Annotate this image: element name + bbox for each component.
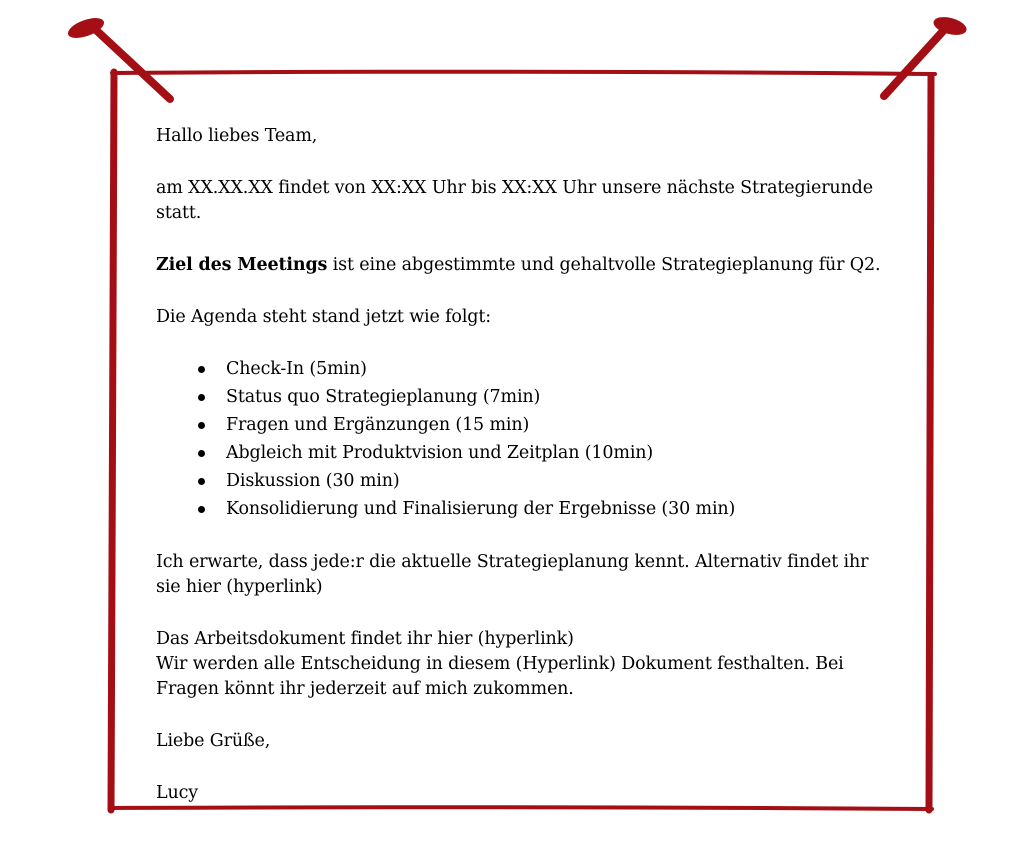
left-pushpin-icon bbox=[65, 14, 170, 99]
bullet-icon bbox=[198, 366, 205, 373]
greeting: Hallo liebes Team, bbox=[156, 126, 318, 146]
agenda-item-text: Konsolidierung und Finalisierung der Ergebnisse (30 min) bbox=[226, 499, 736, 519]
agenda-item-text: Diskussion (30 min) bbox=[226, 471, 400, 491]
agenda-item bbox=[156, 383, 896, 411]
agenda-item bbox=[156, 495, 896, 523]
agenda-list bbox=[156, 355, 896, 523]
agenda-item-text: Fragen und Ergänzungen (15 min) bbox=[226, 415, 530, 435]
agenda-item bbox=[156, 439, 896, 467]
bullet-icon bbox=[198, 478, 205, 485]
workdoc-paragraph bbox=[156, 627, 896, 702]
bullet-icon bbox=[198, 450, 205, 457]
bullet-icon bbox=[198, 506, 205, 513]
goal-label: Ziel des Meetings bbox=[156, 255, 328, 275]
bullet-icon bbox=[198, 422, 205, 429]
signature: Lucy bbox=[156, 783, 198, 803]
goal-text: ist eine abgestimmte und gehaltvolle Strategieplanung für Q2. bbox=[327, 255, 881, 275]
expectation-paragraph: Ich erwarte, dass jede:r die aktuelle Strategieplanung kennt. Alternativ findet ihr sie hier (hyperlink) bbox=[156, 552, 869, 597]
agenda-item bbox=[156, 467, 896, 495]
agenda-item-text: Status quo Strategieplanung (7min) bbox=[226, 387, 541, 407]
workdoc-line-1: Das Arbeitsdokument findet ihr hier (hyperlink) bbox=[156, 629, 574, 649]
right-pushpin-icon bbox=[884, 14, 968, 96]
agenda-intro: Die Agenda steht stand jetzt wie folgt: bbox=[156, 307, 491, 327]
agenda-item bbox=[156, 355, 896, 383]
letter-body bbox=[156, 124, 896, 833]
closing: Liebe Grüße, bbox=[156, 731, 271, 751]
agenda-item-text: Abgleich mit Produktvision und Zeitplan (10min) bbox=[226, 443, 654, 463]
goal-paragraph bbox=[156, 253, 896, 278]
workdoc-line-2: Wir werden alle Entscheidung in diesem (Hyperlink) Dokument festhalten. Bei Fragen könnt ihr jederzeit auf mich zukommen. bbox=[156, 654, 844, 699]
agenda-item bbox=[156, 411, 896, 439]
intro-paragraph: am XX.XX.XX findet von XX:XX Uhr bis XX:XX Uhr unsere nächste Strategierunde statt. bbox=[156, 178, 873, 223]
agenda-item-text: Check-In (5min) bbox=[226, 359, 367, 379]
bullet-icon bbox=[198, 394, 205, 401]
